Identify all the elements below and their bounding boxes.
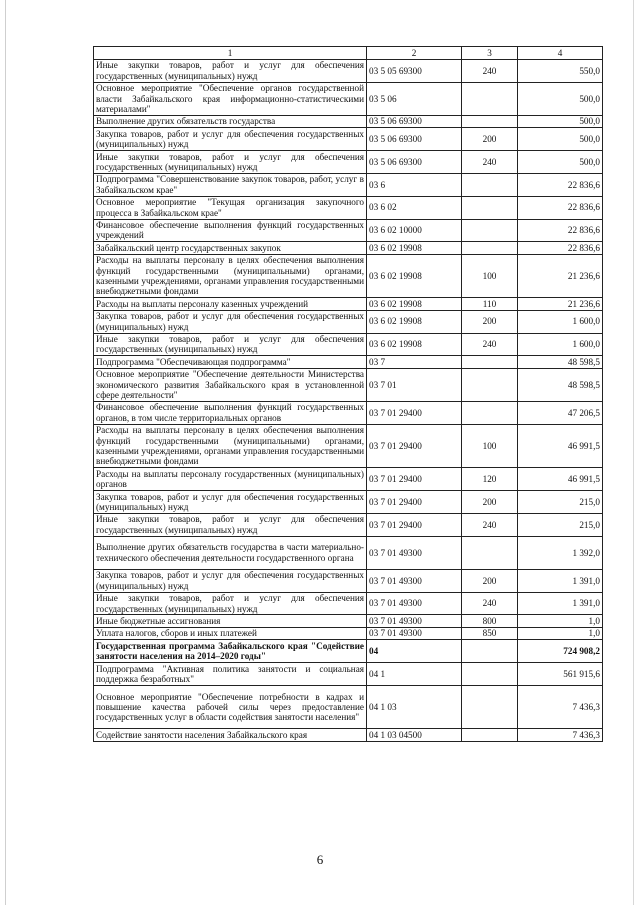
row-expense-type: 200 xyxy=(462,569,518,592)
page-number: 6 xyxy=(316,852,324,867)
row-code: 04 1 03 xyxy=(367,685,462,729)
row-amount: 215,0 xyxy=(518,491,603,514)
row-description: Иные закупки товаров, работ и услуг для обеспечения государственных (муниципальных) нужд xyxy=(94,151,367,174)
row-amount: 561 915,6 xyxy=(518,663,603,686)
row-expense-type: 100 xyxy=(462,254,518,298)
row-expense-type: 200 xyxy=(462,491,518,514)
row-description: Финансовое обеспечение выполнения функций государственных учреждений xyxy=(94,219,367,242)
row-expense-type: 240 xyxy=(462,333,518,356)
header-col-4: 4 xyxy=(518,47,603,60)
table-row xyxy=(94,82,603,115)
table-body xyxy=(94,60,603,742)
row-expense-type: 200 xyxy=(462,310,518,333)
row-description: Основное мероприятие "Обеспечение органов государственной власти Забайкальского края информационно-статистическими материалами" xyxy=(94,82,367,115)
row-description: Государственная программа Забайкальского края "Содействие занятости населения на 2014–2020 годы" xyxy=(94,640,367,663)
table-row xyxy=(94,333,603,356)
row-description: Основное мероприятие "Текущая организация закупочного процесса в Забайкальском крае" xyxy=(94,196,367,219)
row-expense-type xyxy=(462,115,518,127)
row-expense-type xyxy=(462,640,518,663)
table-row xyxy=(94,592,603,615)
row-amount: 500,0 xyxy=(518,82,603,115)
row-code: 03 5 06 69300 xyxy=(367,151,462,174)
row-code: 03 6 xyxy=(367,173,462,196)
table-row xyxy=(94,615,603,627)
row-description: Содействие занятости населения Забайкальского края xyxy=(94,729,367,741)
table-row xyxy=(94,219,603,242)
row-amount: 21 236,6 xyxy=(518,254,603,298)
row-description: Подпрограмма "Совершенствование закупок товаров, работ, услуг в Забайкальском крае" xyxy=(94,173,367,196)
row-expense-type xyxy=(462,368,518,401)
row-code: 03 7 01 49300 xyxy=(367,569,462,592)
table-row xyxy=(94,491,603,514)
table-row xyxy=(94,569,603,592)
row-description: Иные бюджетные ассигнования xyxy=(94,615,367,627)
row-code: 03 7 01 29400 xyxy=(367,468,462,491)
table-row xyxy=(94,513,603,536)
table-row xyxy=(94,640,603,663)
scan-edge-left xyxy=(5,0,6,905)
row-code: 03 6 02 xyxy=(367,196,462,219)
row-expense-type xyxy=(462,242,518,254)
row-code: 03 7 01 29400 xyxy=(367,401,462,424)
row-description: Иные закупки товаров, работ и услуг для обеспечения государственных (муниципальных) нужд xyxy=(94,592,367,615)
row-amount: 46 991,5 xyxy=(518,424,603,468)
table-row xyxy=(94,60,603,83)
row-amount: 7 436,3 xyxy=(518,685,603,729)
row-amount: 22 836,6 xyxy=(518,242,603,254)
row-expense-type: 240 xyxy=(462,513,518,536)
row-description: Финансовое обеспечение выполнения функций государственных органов, в том числе территориальных органов xyxy=(94,401,367,424)
scan-edge-right xyxy=(633,0,634,905)
row-amount: 1 600,0 xyxy=(518,333,603,356)
row-amount: 22 836,6 xyxy=(518,173,603,196)
row-amount: 500,0 xyxy=(518,128,603,151)
row-code: 03 7 01 49300 xyxy=(367,627,462,639)
row-expense-type: 120 xyxy=(462,468,518,491)
row-expense-type xyxy=(462,196,518,219)
row-description: Выполнение других обязательств государства в части материально-технического обеспечения деятельности государственного органа xyxy=(94,536,367,569)
row-amount: 500,0 xyxy=(518,115,603,127)
row-amount: 1 391,0 xyxy=(518,592,603,615)
header-col-3: 3 xyxy=(462,47,518,60)
row-code: 03 7 01 29400 xyxy=(367,513,462,536)
row-code: 03 5 06 69300 xyxy=(367,115,462,127)
row-code: 03 5 06 xyxy=(367,82,462,115)
row-expense-type: 100 xyxy=(462,424,518,468)
row-amount: 1,0 xyxy=(518,627,603,639)
table-row xyxy=(94,151,603,174)
table-row xyxy=(94,115,603,127)
row-expense-type: 110 xyxy=(462,298,518,310)
row-amount: 1,0 xyxy=(518,615,603,627)
row-expense-type xyxy=(462,356,518,368)
row-expense-type xyxy=(462,663,518,686)
row-amount: 22 836,6 xyxy=(518,219,603,242)
row-amount: 48 598,5 xyxy=(518,368,603,401)
row-expense-type: 200 xyxy=(462,128,518,151)
row-amount: 215,0 xyxy=(518,513,603,536)
row-expense-type: 240 xyxy=(462,60,518,83)
row-expense-type xyxy=(462,173,518,196)
row-amount: 46 991,5 xyxy=(518,468,603,491)
row-description: Иные закупки товаров, работ и услуг для обеспечения государственных (муниципальных) нужд xyxy=(94,60,367,83)
table-row xyxy=(94,627,603,639)
row-code: 03 6 02 19908 xyxy=(367,333,462,356)
table-row xyxy=(94,663,603,686)
table-row xyxy=(94,196,603,219)
table-row xyxy=(94,368,603,401)
row-expense-type: 850 xyxy=(462,627,518,639)
row-amount: 47 206,5 xyxy=(518,401,603,424)
row-description: Основное мероприятие "Обеспечение деятельности Министерства экономического развития Забайкальского края в установленной сфере деятельности" xyxy=(94,368,367,401)
row-description: Выполнение других обязательств государства xyxy=(94,115,367,127)
row-amount: 7 436,3 xyxy=(518,729,603,741)
row-expense-type: 240 xyxy=(462,592,518,615)
row-description: Забайкальский центр государственных закупок xyxy=(94,242,367,254)
row-amount: 500,0 xyxy=(518,151,603,174)
row-expense-type xyxy=(462,82,518,115)
table-row xyxy=(94,242,603,254)
row-description: Основное мероприятие "Обеспечение потребности в кадрах и повышение качества рабочей силы через предоставление государственных услуг в области содействия занятости населения" xyxy=(94,685,367,729)
row-code: 03 5 05 69300 xyxy=(367,60,462,83)
row-code: 03 6 02 19908 xyxy=(367,310,462,333)
row-expense-type xyxy=(462,401,518,424)
row-expense-type xyxy=(462,685,518,729)
row-amount: 48 598,5 xyxy=(518,356,603,368)
table-row xyxy=(94,424,603,468)
table-row xyxy=(94,356,603,368)
row-code: 03 7 01 29400 xyxy=(367,424,462,468)
row-code: 03 7 01 49300 xyxy=(367,615,462,627)
row-description: Закупка товаров, работ и услуг для обеспечения государственных (муниципальных) нужд xyxy=(94,128,367,151)
row-description: Расходы на выплаты персоналу в целях обеспечения выполнения функций государственными (муниципальными) органами, казенными учреждениями, органами управления государственными внебюджетными фондами xyxy=(94,424,367,468)
row-code: 03 6 02 19908 xyxy=(367,254,462,298)
row-description: Иные закупки товаров, работ и услуг для обеспечения государственных (муниципальных) нужд xyxy=(94,333,367,356)
row-amount: 550,0 xyxy=(518,60,603,83)
table-row xyxy=(94,254,603,298)
table-row xyxy=(94,310,603,333)
row-description: Закупка товаров, работ и услуг для обеспечения государственных (муниципальных) нужд xyxy=(94,569,367,592)
row-expense-type: 800 xyxy=(462,615,518,627)
header-col-2: 2 xyxy=(367,47,462,60)
row-code: 03 7 01 49300 xyxy=(367,592,462,615)
row-expense-type xyxy=(462,729,518,741)
row-code: 04 xyxy=(367,640,462,663)
row-code: 04 1 xyxy=(367,663,462,686)
header-col-1: 1 xyxy=(94,47,367,60)
row-amount: 22 836,6 xyxy=(518,196,603,219)
table-row xyxy=(94,536,603,569)
row-code: 04 1 03 04500 xyxy=(367,729,462,741)
header-row xyxy=(94,47,603,60)
row-description: Иные закупки товаров, работ и услуг для обеспечения государственных (муниципальных) нужд xyxy=(94,513,367,536)
row-amount: 1 392,0 xyxy=(518,536,603,569)
row-amount: 1 391,0 xyxy=(518,569,603,592)
row-code: 03 7 01 29400 xyxy=(367,491,462,514)
row-description: Расходы на выплаты персоналу государственных (муниципальных) органов xyxy=(94,468,367,491)
table-row xyxy=(94,401,603,424)
row-code: 03 6 02 19908 xyxy=(367,242,462,254)
table-row xyxy=(94,298,603,310)
row-amount: 1 600,0 xyxy=(518,310,603,333)
table-row xyxy=(94,173,603,196)
row-code: 03 5 06 69300 xyxy=(367,128,462,151)
row-code: 03 6 02 10000 xyxy=(367,219,462,242)
row-code: 03 6 02 19908 xyxy=(367,298,462,310)
row-amount: 21 236,6 xyxy=(518,298,603,310)
row-description: Расходы на выплаты персоналу в целях обеспечения выполнения функций государственными (муниципальными) органами, казенными учреждениями, органами управления государственными внебюджетными фондами xyxy=(94,254,367,298)
table-row xyxy=(94,685,603,729)
row-description: Подпрограмма "Активная политика занятости и социальная поддержка безработных" xyxy=(94,663,367,686)
row-description: Уплата налогов, сборов и иных платежей xyxy=(94,627,367,639)
row-description: Подпрограмма "Обеспечивающая подпрограмма" xyxy=(94,356,367,368)
budget-table xyxy=(93,46,603,742)
row-expense-type: 240 xyxy=(462,151,518,174)
row-expense-type xyxy=(462,536,518,569)
table-row xyxy=(94,128,603,151)
row-code: 03 7 01 49300 xyxy=(367,536,462,569)
row-code: 03 7 01 xyxy=(367,368,462,401)
row-code: 03 7 xyxy=(367,356,462,368)
table-row xyxy=(94,468,603,491)
row-expense-type xyxy=(462,219,518,242)
table-row xyxy=(94,729,603,741)
row-description: Закупка товаров, работ и услуг для обеспечения государственных (муниципальных) нужд xyxy=(94,310,367,333)
row-description: Закупка товаров, работ и услуг для обеспечения государственных (муниципальных) нужд xyxy=(94,491,367,514)
row-amount: 724 908,2 xyxy=(518,640,603,663)
row-description: Расходы на выплаты персоналу казенных учреждений xyxy=(94,298,367,310)
